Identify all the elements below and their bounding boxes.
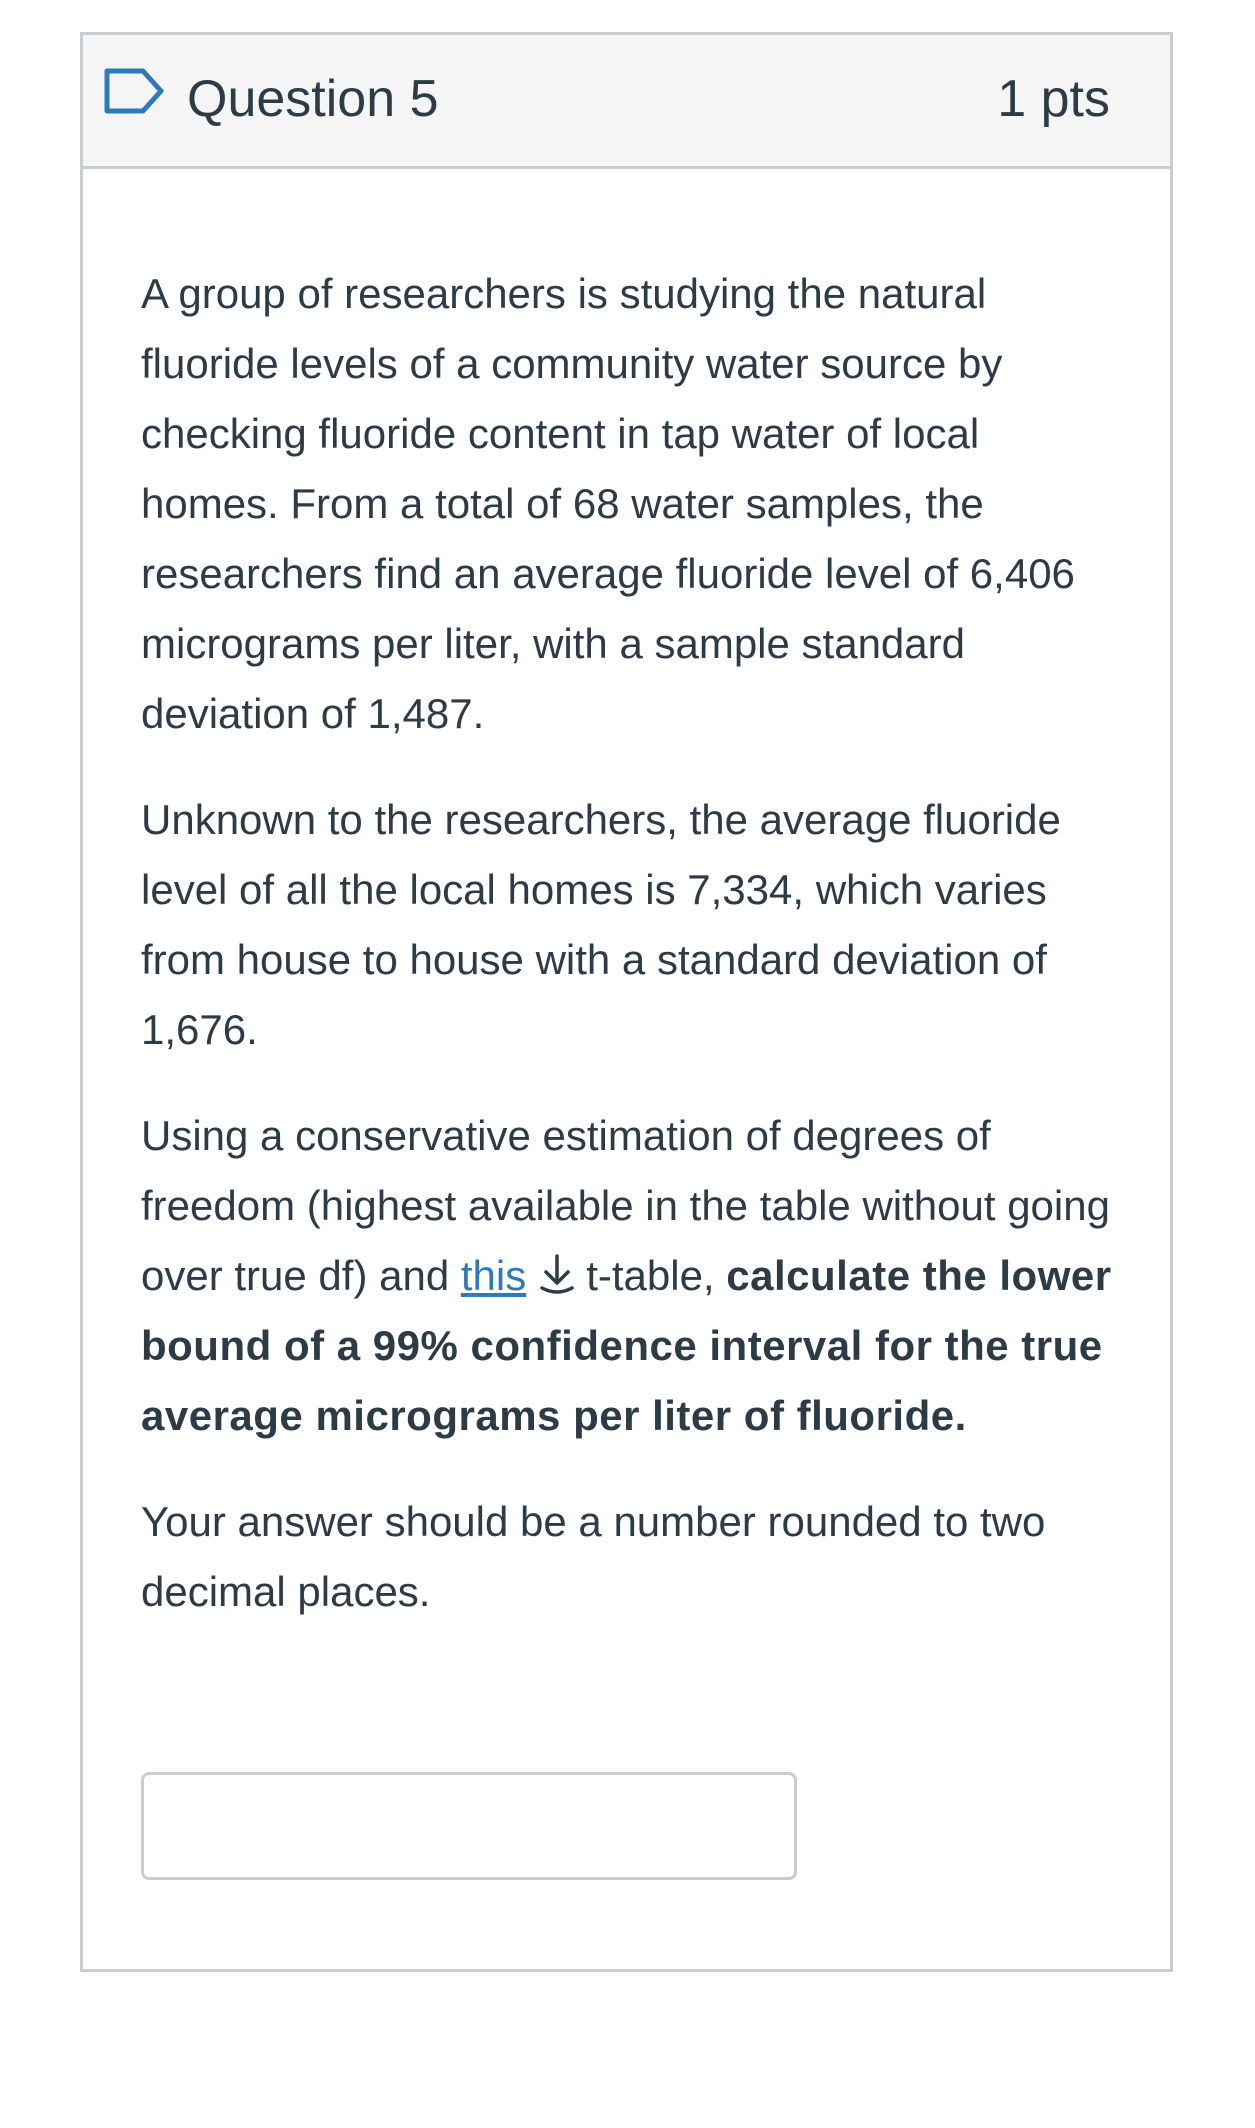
download-icon[interactable] [538,1252,576,1296]
t-table-link[interactable]: this [460,1252,527,1299]
question-card [80,32,1173,1972]
question-paragraph-4: Your answer should be a number rounded to two decimal places. [141,1498,1046,1615]
paragraph-3-bold-instruction: calculate the lower bound of a 99% confidence interval for the true average micrograms per liter of fluoride. [141,1252,1112,1439]
question-paragraph-3 [141,1101,1112,1451]
paragraph-3-text: Using a conservative estimation of degrees of freedom (highest available in the table without going over true df) and [141,1112,1110,1299]
question-paragraph-2: Unknown to the researchers, the average fluoride level of all the local homes is 7,334, which varies from house to house with a standard deviation of 1,676. [141,796,1061,1053]
question-header [83,35,1170,169]
question-paragraph-1: A group of researchers is studying the natural fluoride levels of a community water source by checking fluoride content in tap water of local homes. From a total of 68 water samples, the researchers find an average fluoride level of 6,406 micrograms per liter, with a sample standard deviation of 1,487. [141,270,1075,737]
bookmark-flag-icon[interactable] [103,67,165,115]
question-title: Question 5 [187,70,439,128]
answer-input[interactable] [141,1772,797,1880]
question-body [83,169,1170,1627]
paragraph-3-text-cont: t-table, [586,1252,727,1299]
question-points: 1 pts [997,70,1110,128]
